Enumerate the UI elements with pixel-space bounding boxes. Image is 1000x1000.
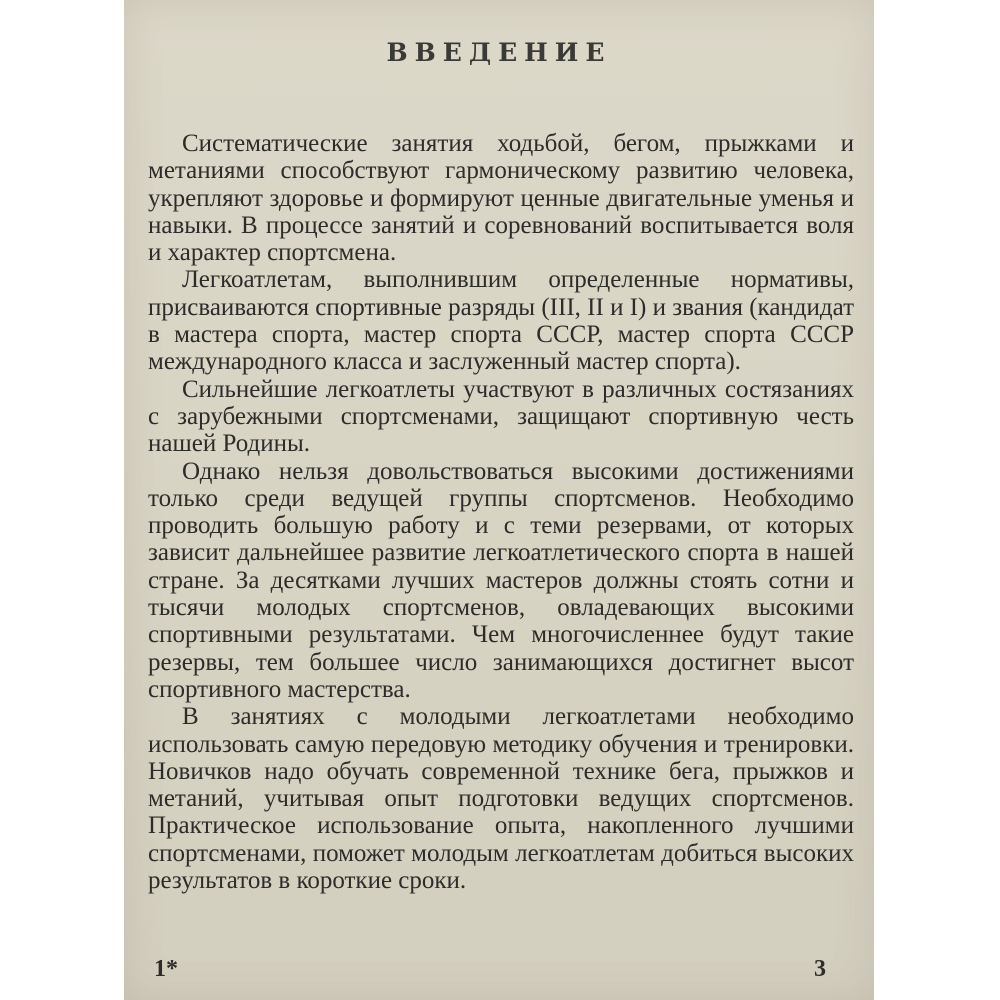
- page-number: 3: [814, 956, 826, 982]
- signature-mark: 1*: [154, 956, 178, 982]
- body-text: [148, 130, 854, 894]
- paragraph: Систематические занятия ходьбой, бегом, прыжками и метаниями способствуют гармоническому развитию человека, укрепляют здоровье и формируют ценные двигательные уменья и навыки. В процессе занятий и соревнований воспитывается воля и характер спортсмена.: [148, 130, 854, 267]
- paragraph: Легкоатлетам, выполнившим определенные нормативы, присваиваются спортивные разряды (III, II и I) и звания (кандидат в мастера спорта, мастер спорта СССР, мастер спорта СССР международного класса и заслуженный мастер спорта).: [148, 266, 854, 376]
- book-page: [124, 0, 874, 1000]
- paragraph: Однако нельзя довольствоваться высокими достижениями только среди ведущей группы спортсменов. Необходимо проводить большую работу и с теми резервами, от которых зависит дальнейшее развитие легкоатлетического спорта в нашей стране. За десятками лучших мастеров должны стоять сотни и тысячи молодых спортсменов, овладевающих высокими спортивными результатами. Чем многочисленнее будут такие резервы, тем большее число занимающихся достигнет высот спортивного мастерства.: [148, 457, 854, 703]
- chapter-title: ВВЕДЕНИЕ: [386, 38, 612, 67]
- paragraph: В занятиях с молодыми легкоатлетами необходимо использовать самую передовую методику обучения и тренировки. Новичков надо обучать современной технике бега, прыжков и метаний, учитывая опыт подготовки ведущих спортсменов. Практическое использование опыта, накопленного лучшими спортсменами, поможет молодым легкоатлетам добиться высоких результатов в короткие сроки.: [148, 703, 854, 895]
- paragraph: Сильнейшие легкоатлеты участвуют в различных состязаниях с зарубежными спортсменами, защищают спортивную честь нашей Родины.: [148, 375, 854, 458]
